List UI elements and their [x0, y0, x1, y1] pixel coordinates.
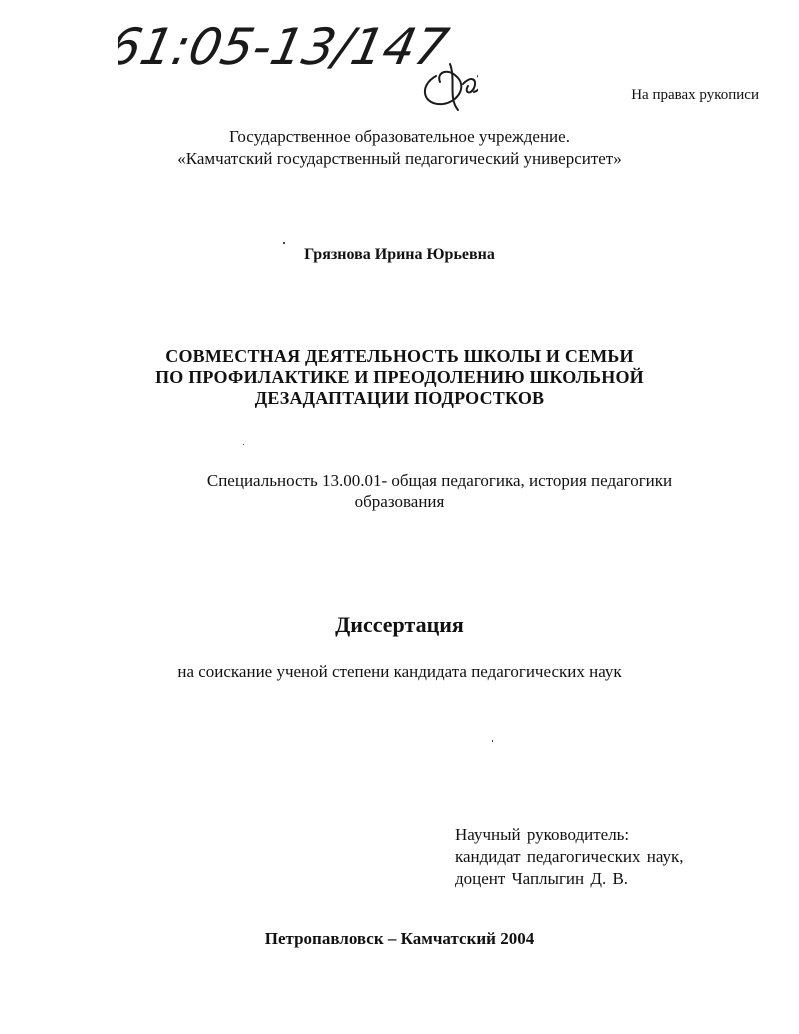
handwriting-drawing: [118, 6, 478, 116]
specialty-block: [40, 470, 799, 512]
specialty-line: Специальность 13.00.01- общая педагогика, история педагогики: [206, 471, 673, 490]
title-line: ДЕЗАДАПТАЦИИ ПОДРОСТКОВ: [254, 388, 545, 408]
author-name: Грязнова Ирина Юрьевна: [304, 246, 495, 263]
dissertation-title: [0, 346, 799, 409]
handwritten-archive-number: [118, 6, 478, 116]
organization-block: [0, 126, 799, 170]
document-type: Диссертация: [335, 612, 464, 637]
supervisor-degree: кандидат педагогических наук,: [455, 847, 684, 866]
scan-speck: [492, 740, 493, 742]
supervisor-label: Научный руководитель:: [455, 825, 630, 844]
scan-speck: [243, 444, 244, 445]
supervisor-block: [455, 824, 684, 890]
rights-note: На правах рукописи: [631, 87, 759, 103]
place-and-year: Петропавловск – Камчатский 2004: [264, 929, 535, 948]
scan-speck: [283, 242, 285, 244]
title-line: СОВМЕСТНАЯ ДЕЯТЕЛЬНОСТЬ ШКОЛЫ И СЕМЬИ: [165, 346, 634, 366]
organization-name: «Камчатский государственный педагогический университет»: [177, 149, 622, 168]
specialty-line: образования: [354, 492, 445, 511]
supervisor-name: доцент Чаплыгин Д. В.: [455, 869, 629, 888]
title-line: ПО ПРОФИЛАКТИКЕ И ПРЕОДОЛЕНИЮ ШКОЛЬНОЙ: [155, 367, 644, 387]
organization-type: Государственное образовательное учреждение.: [229, 127, 570, 146]
degree-purpose: на соискание ученой степени кандидата педагогических наук: [177, 662, 622, 681]
archive-number-text: 61:05-13/147: [118, 17, 454, 76]
